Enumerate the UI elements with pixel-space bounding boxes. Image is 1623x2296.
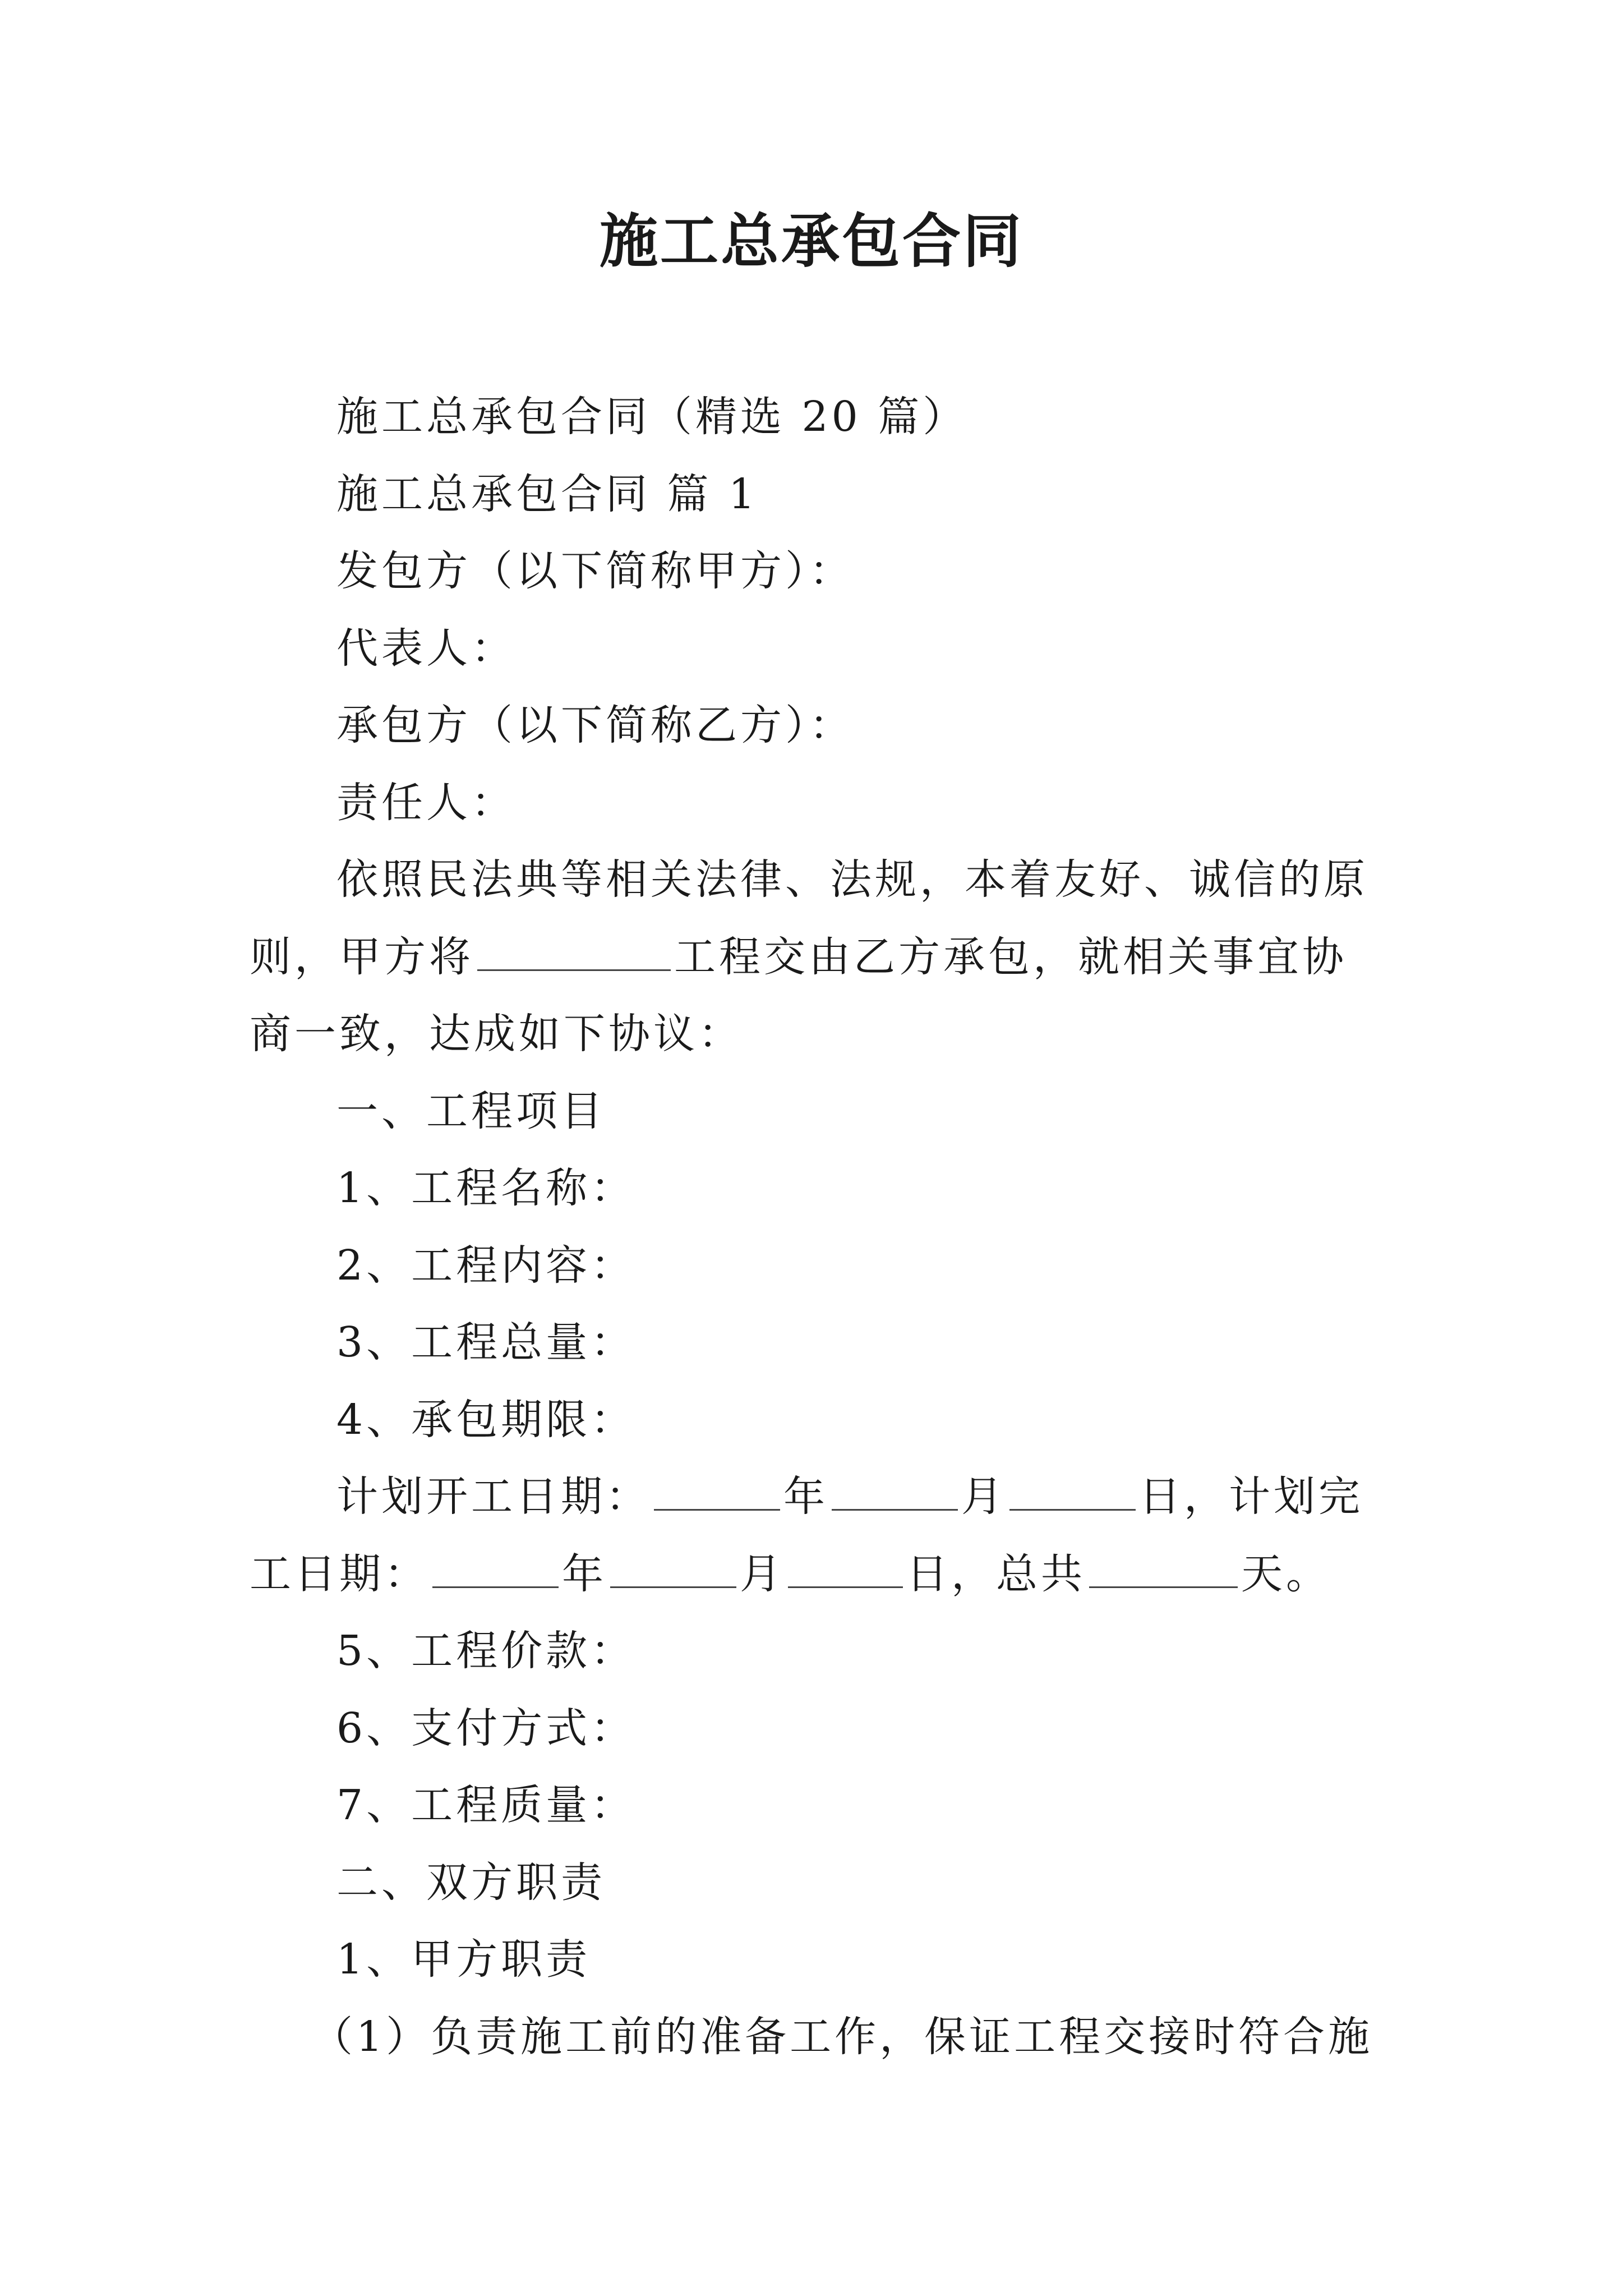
end-day-blank	[788, 1550, 903, 1588]
item-project-total: 3、工程总量：	[336, 1318, 636, 1366]
collection-title: 施工总承包合同（精选 20 篇）	[336, 393, 968, 441]
start-day-blank	[1009, 1473, 1136, 1511]
item-project-quality: 7、工程质量：	[336, 1781, 636, 1829]
section-2-heading: 二、双方职责	[336, 1858, 606, 1907]
schedule-paragraph	[250, 1458, 1377, 1613]
plan-end-label: 日，计划完工日期：	[250, 1473, 1363, 1598]
item-project-name: 1、工程名称：	[336, 1164, 636, 1212]
item-project-content: 2、工程内容：	[336, 1241, 636, 1290]
total-label: 日，总共	[906, 1549, 1086, 1598]
representative-line: 代表人：	[336, 624, 516, 673]
party-a-duty-1: （1）负责施工前的准备工作，保证工程交接时符合施	[311, 2012, 1373, 2061]
party-b-line: 承包方（以下简称乙方）：	[336, 701, 854, 749]
intro-paragraph	[250, 841, 1377, 1073]
document-body	[250, 379, 1377, 2076]
plan-start-label: 计划开工日期：	[336, 1473, 651, 1521]
intro-part-2: 工程交由乙方承包，就相关事宜协商一致，达成如下协议：	[250, 932, 1347, 1058]
end-month-label: 月	[740, 1549, 785, 1598]
project-name-blank	[477, 933, 671, 971]
party-a-duties-heading: 1、甲方职责	[336, 1935, 591, 1984]
start-year-label: 年	[783, 1473, 828, 1521]
end-year-label: 年	[562, 1549, 607, 1598]
section-1-heading: 一、工程项目	[336, 1087, 606, 1135]
item-project-price: 5、工程价款：	[336, 1627, 636, 1675]
party-a-line: 发包方（以下简称甲方）：	[336, 547, 854, 595]
document-title: 施工总承包合同	[599, 207, 1023, 275]
section-heading: 施工总承包合同 篇 1	[336, 470, 759, 518]
days-label: 天。	[1241, 1549, 1331, 1598]
start-year-blank	[654, 1473, 780, 1511]
end-year-blank	[432, 1550, 559, 1588]
item-contract-period: 4、承包期限：	[336, 1395, 636, 1444]
start-month-label: 月	[961, 1473, 1006, 1521]
responsible-line: 责任人：	[336, 778, 516, 827]
item-payment-method: 6、支付方式：	[336, 1704, 636, 1752]
intro-part-1: 依照民法典等相关法律、法规，本着友好、诚信的原则，甲方将	[250, 855, 1368, 981]
total-days-blank	[1089, 1550, 1238, 1588]
end-month-blank	[610, 1550, 736, 1588]
start-month-blank	[832, 1473, 958, 1511]
